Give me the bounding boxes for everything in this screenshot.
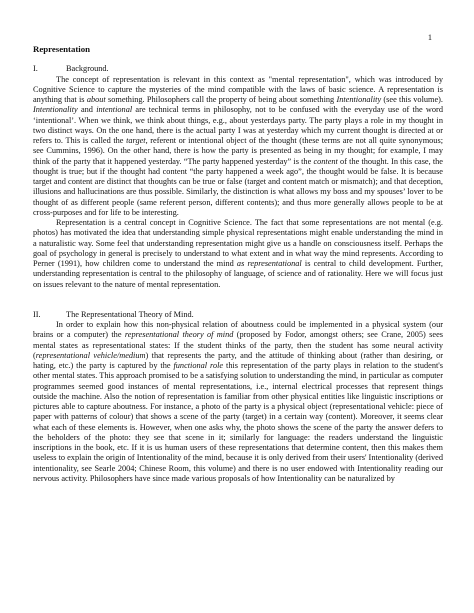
italic-term: representational theory of mind [124,330,234,340]
italic-term: content [313,156,338,166]
italic-term: target [126,136,146,145]
section-number: I. [33,64,38,74]
italic-term: about [86,95,106,104]
italic-term: as representational [236,259,302,268]
document-title: Representation [33,44,91,54]
italic-term: intentional [96,105,133,115]
page-number: 1 [427,33,432,42]
section-title: The Representational Theory of Mind. [66,309,194,319]
italic-term: Intentionality [33,105,78,115]
section-number: II. [33,309,41,319]
document-body [33,44,443,484]
paragraph: Representation is a central concept in Cognitive Science. The fact that some representations are not mental (e.g. photos) has motivated the idea that understanding simple physical representations might enable understanding the mind in a naturalistic way. Some feel that understanding representation might give us a handle on consciousness itself. Perhaps the goal of psychology in general is precisely to understand to what extent and in what way the mind represents. According to Perner (1991), how children come to understand the mind as representational is central to child development. Further, understanding representation is central to the philosophy of language, of science and of rationality. Here we will focus just on issues relevant to the nature of mental representation. [33,218,444,289]
italic-term: functional role [173,361,224,370]
paragraph: In order to explain how this non-physical relation of aboutness could be implemented in a physical system (our brains or a computer) the representational theory of mind (proposed by Fodor, amongst others; see Crane, 2005) sees mental states as representational states: If the student thinks of the party, then the student has some neural activity (representational vehicle/medium) that represents the party, and the attitude of thinking about (rather than desiring, or hating, etc.) the party is captured by the functional role this representation of the party plays in relation to the student's other mental states. This approach promised to be a satisfying solution to understanding the mind, in particular as computer programmes seemed good instances of mental representations, i.e., internal electrical processes that represent things outside the machine. Also the notion of representation is familiar from other physical entities like linguistic inscriptions or pictures able to capture aboutness. For instance, a photo of the party is a physical object (representational vehicle: piece of paper with patterns of colour) that shows a scene of the party (target) in a certain way (content). Moreover, it seems clear what each of these elements is. However, when one asks why, the photo shows the scene of the party the answer defers to the beholders of the photo: they see that scene in it; similarly for language: the readers understand the linguistic inscriptions in the book, etc. If it is us human users of these representations that determine content, then this makes them useless to explain the origin of Intentionality of the mind, because it is only derived from their users' Intentionality (derived intentionality, see Searle 2004; Chinese Room, this volume) and there is no user endowed with Intentionality reading our nervous activity. Philosophers have since made various proposals of how Intentionality can be naturalized by [33,320,443,483]
paragraph: The concept of representation is relevant in this context as "mental representation", which was introduced by Cognitive Science to capture the mysteries of the mind compatible with the laws of basic science. A representation is anything that is about something. Philosophers call the property of being about something Intentionality (see this volume). Intentionality and intentional are technical terms in philosophy, not to be confused with the everyday use of the word ‘intentional’. When we think, we think about things, e.g., about yesterdays party. The party plays a role in my thought in two distinct ways. On the one hand, there is the actual party I was at yesterday which my current thought is directed at or refers to. This is called the target, referent or intentional object of the thought (these terms are not all quite synonymous; see Cummins, 1996). On the other hand, there is how the party is presented as being in my thought; for example, I may think of the party that it happened yesterday. “The party happened yesterday” is the content of the thought. In this case, the thought is true; but if the thought had content “the party happened a week ago”, the thought would be false. It is because target and content are distinct that thoughts can be true or false (target and content match or mismatch); and that deception, illusions and hallucinations are thus possible. Similarly, the distinction is what allows my boss and my spouses’ lover to be thought of as different people (same referent person, different contents); and thus more generally allows people to be at cross-purposes and for life to be interesting. [33,74,443,217]
section-heading-background [33,64,443,74]
italic-term: representational vehicle/medium [35,350,146,360]
section-title: Background. [66,64,109,74]
section-heading-representational-theory [33,310,443,320]
italic-term: Intentionality [336,95,382,104]
